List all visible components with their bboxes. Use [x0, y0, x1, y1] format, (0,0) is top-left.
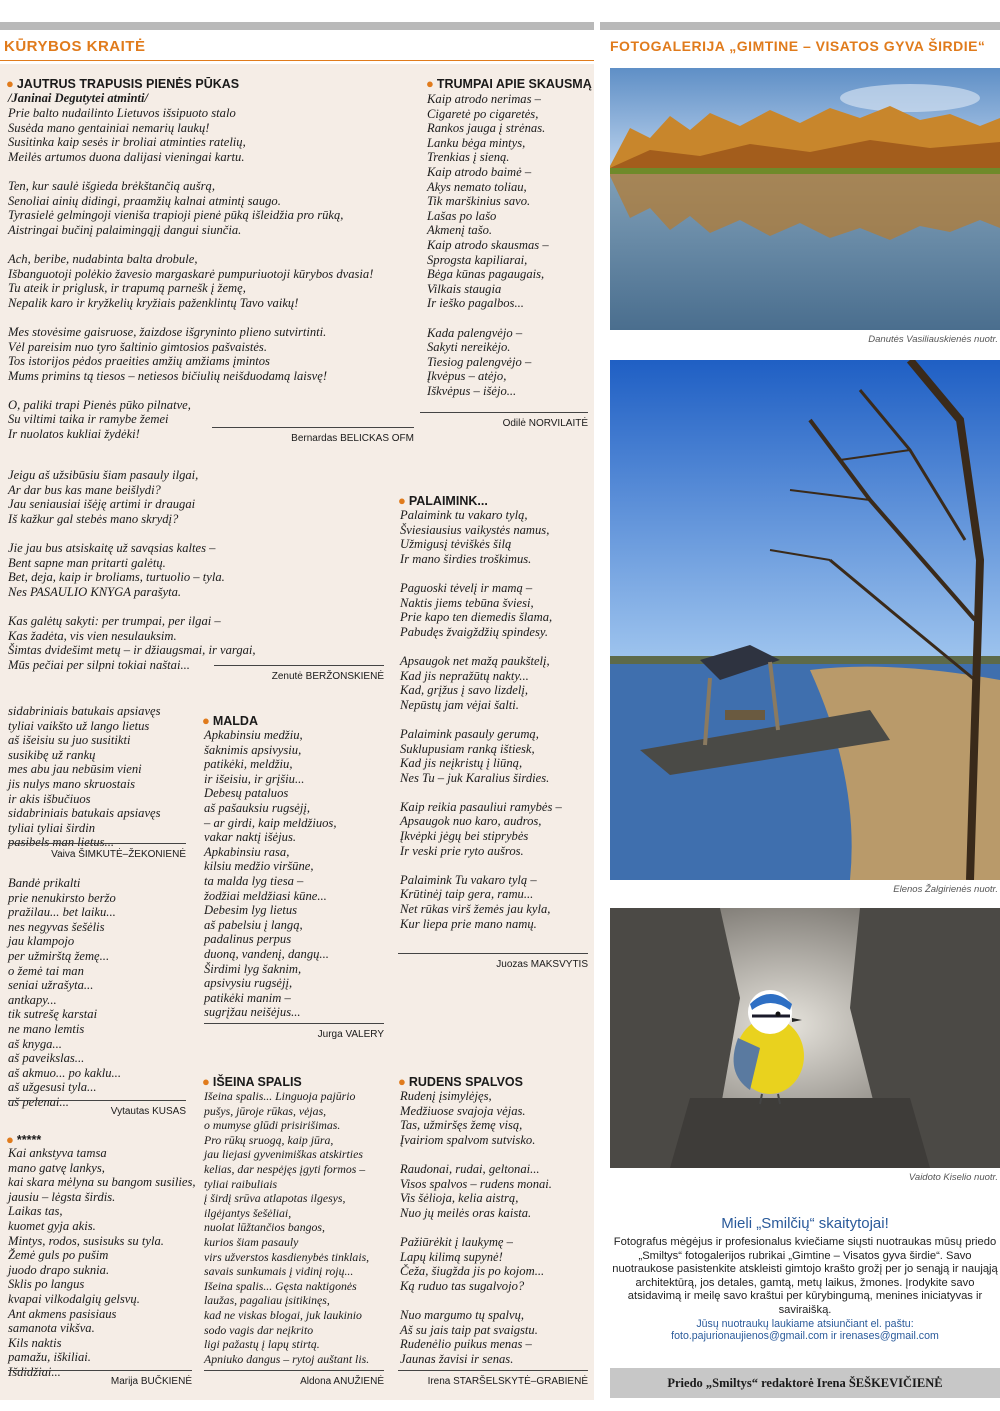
poem-author: Zenutė BERŽONSKIENĖ: [214, 665, 384, 682]
editor-credit: Priedo „Smiltys“ redaktorė Irena ŠEŠKEVIČIENĖ: [667, 1375, 943, 1390]
poem-text: Apkabinsiu medžiu, šaknimis apsivysiu, patikėki, meldžiu, ir išeisiu, ir grįšiu... Debesų pataluos aš pašauksiu rugsėjį, – ar girdi, kaip meldžiuos, vakar naktį išėjus. Apkabinsiu rasa, kilsiu medžio viršūne, ta malda lyg tiesa – žodžiai meldžiasi kūne... Debesim lyg lietus aš pabelsiu į langą, padalinus perpus duoną, vandenį, dangų... Širdimi lyg šaknim, apsivysiu rugsėjį, patikėki manim – sugrįžau neišėjus...: [204, 728, 337, 1020]
photo-credit: Danutės Vasiliauskienės nuotr.: [868, 334, 998, 345]
poem-author: Aldona ANUŽIENĖ: [204, 1370, 384, 1387]
notice-email-line: Jūsų nuotraukų laukiame atsiunčiant el. paštu:: [696, 1317, 914, 1330]
section-title-left: KŪRYBOS KRAITĖ: [4, 38, 146, 55]
poem-title: ● RUDENS SPALVOS: [398, 1074, 523, 1089]
section-title-right: FOTOGALERIJA „GIMTINE – VISATOS GYVA ŠIRDIE“: [610, 38, 986, 54]
poem-author: Irena STARŠELSKYTĖ–GRABIENĖ: [398, 1370, 588, 1387]
poem-author: Bernardas BELICKAS OFM: [212, 427, 414, 444]
left-header-rule: [0, 60, 594, 61]
poem-text: Kaip atrodo nerimas – Cigaretė po cigaretės, Rankos jauga į strėnas. Lanku bėga mintys, Trenkias į sieną. Kaip atrodo baimė – Akys nemato toliau, Tik marškinius savo. Lašas po lašo Akmenį tašo. Kaip atrodo skausmas – Sprogsta kapiliarai, Bėga kūnas pagaugais, Vilkais staugia Ir ieško pagalbos... Kada palengvėjo – Sakyti nereikėjo. Tiesiog palengvėjo – Įkvėpus – atėjo, Iškvėpus – išėjo...: [427, 92, 549, 398]
poem-text: Jeigu aš užsibūsiu šiam pasauly ilgai, Ar dar bus kas mane beišlydi? Jau seniausiai išėję artimi ir draugai Iš kažkur gal stebės mano skrydį? Jie jau bus atsiskaitę už savąsias kaltes – Bent sapne man pritarti galėtų. Bet, deja, kaip ir broliams, turtuolio – tyla. Nes PASAULIO KNYGA parašyta. Kas galėtų sakyti: per trumpai, per ilgai – Kas žadėta, vis vien nesulauksim. Šimtas dvidešimt metų – ir džiaugsmai, ir vargai, Mūs pečiai per silpni tokiai naštai...: [8, 468, 256, 672]
reader-notice: [610, 1215, 1000, 1343]
poem-title: ● IŠEINA SPALIS: [202, 1074, 302, 1089]
photo-credit: Vaidoto Kiselio nuotr.: [908, 1172, 998, 1183]
poem-title: ● PALAIMINK...: [398, 493, 488, 508]
right-top-bar: [600, 22, 1000, 30]
poem-text: Rudenį įsimylėjęs, Medžiuose svajoja vėjas. Tas, užmiršęs žemę visą, Įvairiom spalvom sutvisko. Raudonai, rudai, geltonai... Visos spalvos – rudens monai. Vis šėlioja, kelia aistrą, Nuo jų meilės oras kaista. Pažiūrėkit į laukymę – Lapų kilimą supynė! Čeža, šiugžda jis po kojom... Ką ruduo tas sugalvojo? Nuo margumo tų spalvų, Aš su jais taip pat svaigstu. Rudenėlio puikus menas – Jaunas žavisi ir senas.: [400, 1089, 552, 1366]
poem-subtitle: /Janinai Degutytei atminti/: [8, 91, 148, 105]
poem-text: Bandė prikalti prie nenukirsto beržo pražilau... bet laiku... nes negyvas šešėlis jau klampojo per užmirštą žemę... o žemė tai man seniai užrašyta... antkapy... tik sutrešę karstai ne mano lemtis aš knyga... aš paveikslas... aš akmuo... po kaklu... aš užgesusi tyla... aš pelenai...: [8, 876, 121, 1109]
poem-text: Išeina spalis... Linguoja pajūrio pušys, jūroje rūkas, vėjas, o mumyse glūdi prisirišimas. Pro rūkų sruogą, kaip jūra, jau liejasi gyvenimiškas atskirties kelias, dar nespėjęs įgyti formos – tyliai raibuliais į širdį srūva atlapotas ilgesys, ilgėjantys šešėliai, nuolat lūžtančios bangos, kurios šiam pasauly virs užverstos kasdienybės tinklais, savais sunkumais į vidinį rojų... Išeina spalis... Gęsta naktigonės laužas, pagaliau įsitikinęs, kad ne viskas blogai, juk laukinio sodo vagis dar neįkrito ligi pažastų į lapų stirtą. Apniuko dangus – rytoj auštant lis.: [204, 1089, 370, 1366]
photo-blue-tit: [610, 908, 1000, 1168]
photo-lake-autumn: [610, 68, 1000, 330]
poem-title: ● JAUTRUS TRAPUSIS PIENĖS PŪKAS: [6, 76, 240, 91]
poem-author: Vytautas KUSAS: [8, 1100, 186, 1117]
editor-footer: [610, 1368, 1000, 1398]
poem-author: Odilė NORVILAITĖ: [420, 412, 588, 429]
poem-text: Kai ankstyva tamsa mano gatvę lankys, kai skara mėlyna su bangom susilies, jausiu – lėgsta širdis. Laikas tas, kuomet gyja akis. Mintys, rodos, susisuks su tyla. Žemė guls po pušim juodo drapo suknia. Sklis po langus kvapai vilkodalgių gelsvų. Ant akmens pasisiaus samanota vikšva. Kils naktis pamažu, iškiliai. Išdidžiai...: [8, 1146, 196, 1379]
left-top-bar: [0, 22, 594, 30]
poem-text: Palaimink tu vakaro tylą, Šviesiausius vaikystės namus, Užmigusį tėviškės šilą Ir mano širdies troškimus. Paguoski tėvelį ir mamą – Naktis jiems tebūna šviesi, Prie kapo ten diemedis šlama, Pabudęs žvaigždžių spindesy. Apsaugok net mažą paukštelį, Kad jis nepražūtų nakty... Kad, grįžus į savo lizdelį, Nepūstų jam vėjai šalti. Palaimink pasauly gerumą, Suklupusiam ranką ištiesk, Kad jis neįkristų į liūną, Nes Tu – juk Karalius širdies. Kaip reikia pasauliui ramybės – Apsaugok nuo karo, audros, Įkvėpki jėgų bei stiprybės Ir veski prie ryto aušros. Palaimink Tu vakaro tylą – Krūtinėj taip gera, ramu... Net rūkas virš žemės jau kyla, Kur liepa prie mano namų.: [400, 508, 562, 931]
notice-email-addresses[interactable]: foto.pajurionaujienos@gmail.com ir irenases@gmail.com: [671, 1330, 939, 1343]
poem-title: ● *****: [6, 1132, 42, 1147]
notice-title: Mieli „Smilčių“ skaitytojai!: [721, 1215, 889, 1232]
photo-lake-swing: [610, 360, 1000, 880]
poem-title: ● MALDA: [202, 713, 258, 728]
poem-author: Marija BUČKIENĖ: [8, 1370, 192, 1387]
photo-credit: Elenos Žalgirienės nuotr.: [893, 884, 998, 895]
poem-title: ● TRUMPAI APIE SKAUSMĄ: [426, 76, 592, 91]
poem-text: Prie balto nudailinto Lietuvos išsipuoto stalo Susėda mano gentainiai nemarių laukų! Susitinka kaip sesės ir broliai atminties ratelių, Meilės artumos duona dalijasi vieningai kartu. Ten, kur saulė išgieda brėkštančią aušrą, Senoliai ainių didingi, praamžių kalnai atmintį saugo. Tyrasielė gelmingoji vieniša trapioji pienė pūką išleidžia pro rūką, Aistringai bučinį palaimingąjį dangui siunčia. Ach, beribe, nudabinta balta drobule, Išbanguotoji polėkio žavesio margaskarė pumpuriuotoji kūrybos dvasia! Tu ateik ir priglusk, ir trapumą parnešk į žemę, Nepalik karo ir kryžkelių kryžiais paženklintų Tavo vaikų! Mes stovėsime gaisruose, žaizdose išgryninto plieno sutvirtinti. Vėl pareisim nuo tyro šaltinio gimtosios pašvaistės. Tos istorijos pėdos praeities amžių amžiams įmintos Mums primins tą tiesos – netiesos bičiulių neišduodamą laisvę! O, paliki trapi Pienės pūko pilnatve, Su viltimi taika ir ramybe žemei Ir nuolatos kukliai žydėki!: [8, 106, 374, 442]
poem-author: Jurga VALERY: [204, 1023, 384, 1040]
notice-body: Fotografus mėgėjus ir profesionalus kviečiame siųsti nuotraukas mūsų priedo „Smiltys“ fotogalerijos rubrikai „Gimtine – Visatos gyva širdie“. Savo nuotraukose pasistenkite atskleisti gimtojo krašto grožį per jo senąją ir naująją architektūrą, jos detales, gamtą, metų laikus, žmones. Įrodykite savo atsidavimą ir meilę savo kraštui per kūrybingumą, menines iniciatyvas ir saviraišką.: [612, 1236, 998, 1316]
poem-text: sidabriniais batukais apsiavęs tyliai vaikšto už lango lietus aš išeisiu su juo susitikti susikibę už rankų mes abu jau nebūsim vieni jis nulys mano skruostais ir akis išbučiuos sidabriniais batukais apsiavęs tyliai tyliai širdin pasibels man lietus...: [8, 704, 161, 850]
poem-author: Juozas MAKSVYTIS: [398, 953, 588, 970]
poem-author: Vaiva ŠIMKUTĖ–ŽEKONIENĖ: [8, 843, 186, 860]
